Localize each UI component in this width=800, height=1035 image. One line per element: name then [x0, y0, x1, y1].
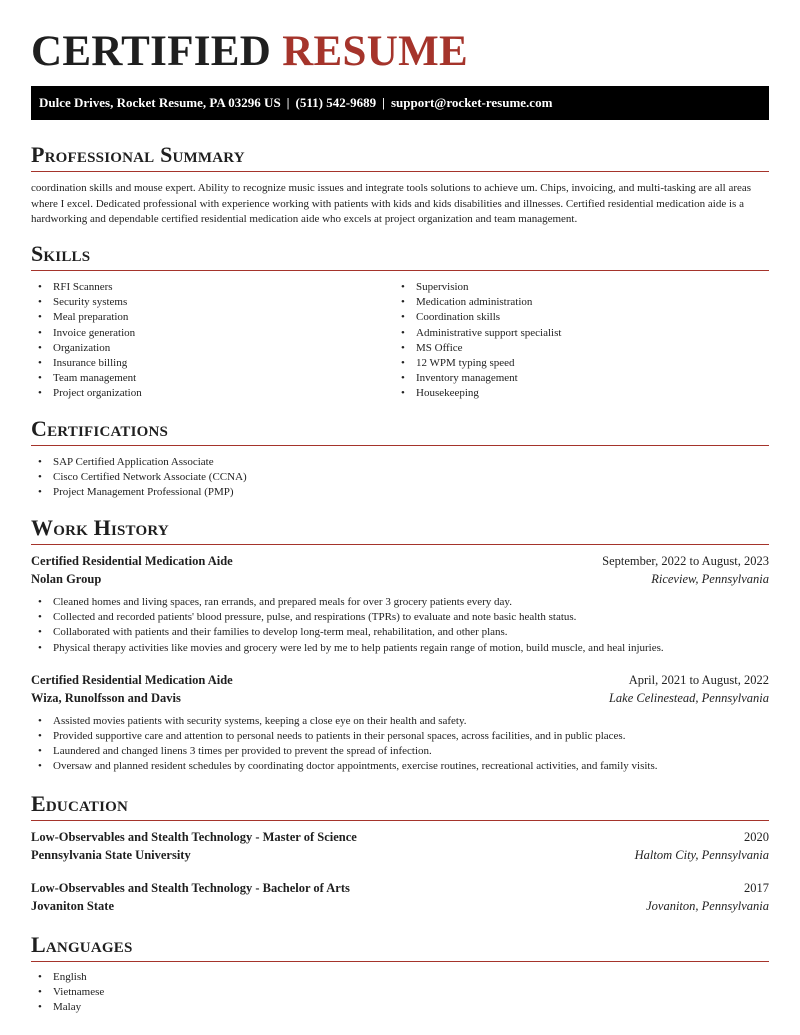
job-header-row: [31, 553, 769, 571]
skills-list-right: [394, 280, 757, 402]
languages-section: [31, 932, 769, 1016]
contact-separator: |: [286, 95, 290, 110]
certifications-list: [31, 455, 769, 501]
work-history-section: [31, 515, 769, 775]
job-location: Riceview, Pennsylvania: [651, 572, 769, 586]
job-dates: September, 2022 to August, 2023: [602, 554, 769, 568]
summary-section: [31, 142, 769, 228]
job-company: Wiza, Runolfsson and Davis: [31, 690, 181, 705]
certification-item: • SAP Certified Application Associate: [31, 455, 769, 470]
skill-item: • Insurance billing: [31, 356, 394, 371]
languages-list: [31, 970, 769, 1016]
job-entry: [31, 553, 769, 656]
skill-item: • Administrative support specialist: [394, 326, 757, 341]
skill-item: • MS Office: [394, 341, 757, 356]
job-company-row: [31, 571, 769, 589]
skill-item: • Coordination skills: [394, 310, 757, 325]
contact-phone[interactable]: (511) 542-9689: [295, 95, 377, 110]
education-school: Jovaniton State: [31, 899, 114, 913]
education-school-row: [31, 847, 769, 865]
education-entry: [31, 829, 769, 865]
certifications-section: [31, 416, 769, 501]
job-title: Certified Residential Medication Aide: [31, 554, 233, 568]
section-heading: Skills: [31, 241, 91, 266]
job-duties-list: [31, 714, 769, 775]
contact-email[interactable]: support@rocket-resume.com: [390, 95, 553, 110]
language-item: • Malay: [31, 1000, 769, 1015]
job-company: Nolan Group: [31, 572, 102, 586]
section-heading: Certifications: [31, 416, 169, 441]
skills-list-left: [31, 280, 394, 402]
section-heading: Languages: [31, 932, 133, 957]
skill-item: • Team management: [31, 371, 394, 386]
skill-item: • Meal preparation: [31, 310, 394, 325]
skill-item: • Project organization: [31, 386, 394, 401]
job-company-row: [31, 690, 769, 708]
job-entry: [31, 672, 769, 775]
section-divider: [31, 445, 769, 446]
job-duty-item: • Laundered and changed linens 3 times per provided to prevent the spread of infection.: [31, 744, 769, 759]
language-item: • Vietnamese: [31, 985, 769, 1000]
job-duty-item: • Provided supportive care and attention to personal needs to patients in their personal spaces, across facilities, and in public places.: [31, 729, 769, 744]
skill-item: • Invoice generation: [31, 326, 394, 341]
section-divider: [31, 544, 769, 545]
job-duty-item: • Oversaw and planned resident schedules by coordinating doctor appointments, exercise routines, recreational activities, and family visits.: [31, 759, 769, 774]
skill-item: • RFI Scanners: [31, 280, 394, 295]
job-duty-item: • Cleaned homes and living spaces, ran errands, and prepared meals for over 3 grocery patients every day.: [31, 595, 769, 610]
resume-title: [31, 28, 468, 76]
summary-text: coordination skills and mouse expert. Ability to recognize music issues and integrate tools solutions to achieve um. Chips, invoicing, and multi-tasking are all areas where I excel. Dedicated professional with experience working with patients with kids and kids disabilities and illnesses. Certified residential medication aide is a hardworking and dependable certified residential medication aide who excels at project organization and team management.: [31, 182, 752, 225]
title-word-first: CERTIFIED: [31, 28, 272, 75]
education-location: Jovaniton, Pennsylvania: [646, 899, 769, 913]
contact-address: Dulce Drives, Rocket Resume, PA 03296 US: [39, 95, 281, 110]
section-heading: Education: [31, 791, 129, 816]
contact-separator: |: [382, 95, 385, 110]
job-duties-list: [31, 595, 769, 656]
section-heading: Professional Summary: [31, 142, 245, 167]
education-section: [31, 791, 769, 916]
job-duty-item: • Collaborated with patients and their families to develop long-term meal, rehabilitation, and other plans.: [31, 625, 769, 640]
jobs-container: [31, 553, 769, 775]
section-divider: [31, 820, 769, 821]
skill-item: • Security systems: [31, 295, 394, 310]
education-degree: Low-Observables and Stealth Technology - Master of Science: [31, 830, 357, 844]
section-divider: [31, 171, 769, 172]
language-item: • English: [31, 970, 769, 985]
job-duty-item: • Physical therapy activities like movies and grocery were led by me to help patients regain range of motion, build muscle, and heal injuries.: [31, 641, 769, 656]
skill-item: • Supervision: [394, 280, 757, 295]
skills-columns: [31, 280, 769, 402]
job-header-row: [31, 672, 769, 690]
skill-item: • 12 WPM typing speed: [394, 356, 757, 371]
job-title: Certified Residential Medication Aide: [31, 672, 233, 687]
education-degree: Low-Observables and Stealth Technology - Bachelor of Arts: [31, 881, 350, 895]
job-dates: April, 2021 to August, 2022: [628, 672, 769, 687]
skill-item: • Inventory management: [394, 371, 757, 386]
section-divider: [31, 961, 769, 962]
skill-item: • Organization: [31, 341, 394, 356]
section-heading: Work History: [31, 515, 169, 540]
contact-bar: [31, 86, 769, 120]
education-school: Pennsylvania State University: [31, 848, 191, 862]
certification-item: • Project Management Professional (PMP): [31, 485, 769, 500]
education-school-row: [31, 898, 769, 916]
education-year: 2017: [744, 881, 769, 895]
job-location: Lake Celinestead, Pennsylvania: [608, 690, 769, 705]
education-degree-row: [31, 880, 769, 898]
education-year: 2020: [744, 830, 769, 844]
education-entry: [31, 880, 769, 916]
skills-section: [31, 241, 769, 402]
skill-item: • Housekeeping: [394, 386, 757, 401]
education-degree-row: [31, 829, 769, 847]
education-container: [31, 829, 769, 916]
job-duty-item: • Collected and recorded patients' blood pressure, pulse, and respirations (TPRs) to evaluate and note basic health status.: [31, 610, 769, 625]
education-location: Haltom City, Pennsylvania: [634, 848, 769, 862]
title-word-accent: RESUME: [282, 28, 468, 75]
skill-item: • Medication administration: [394, 295, 757, 310]
certification-item: • Cisco Certified Network Associate (CCNA): [31, 470, 769, 485]
section-divider: [31, 270, 769, 271]
job-duty-item: • Assisted movies patients with security systems, keeping a close eye on their health and safety.: [31, 714, 769, 729]
